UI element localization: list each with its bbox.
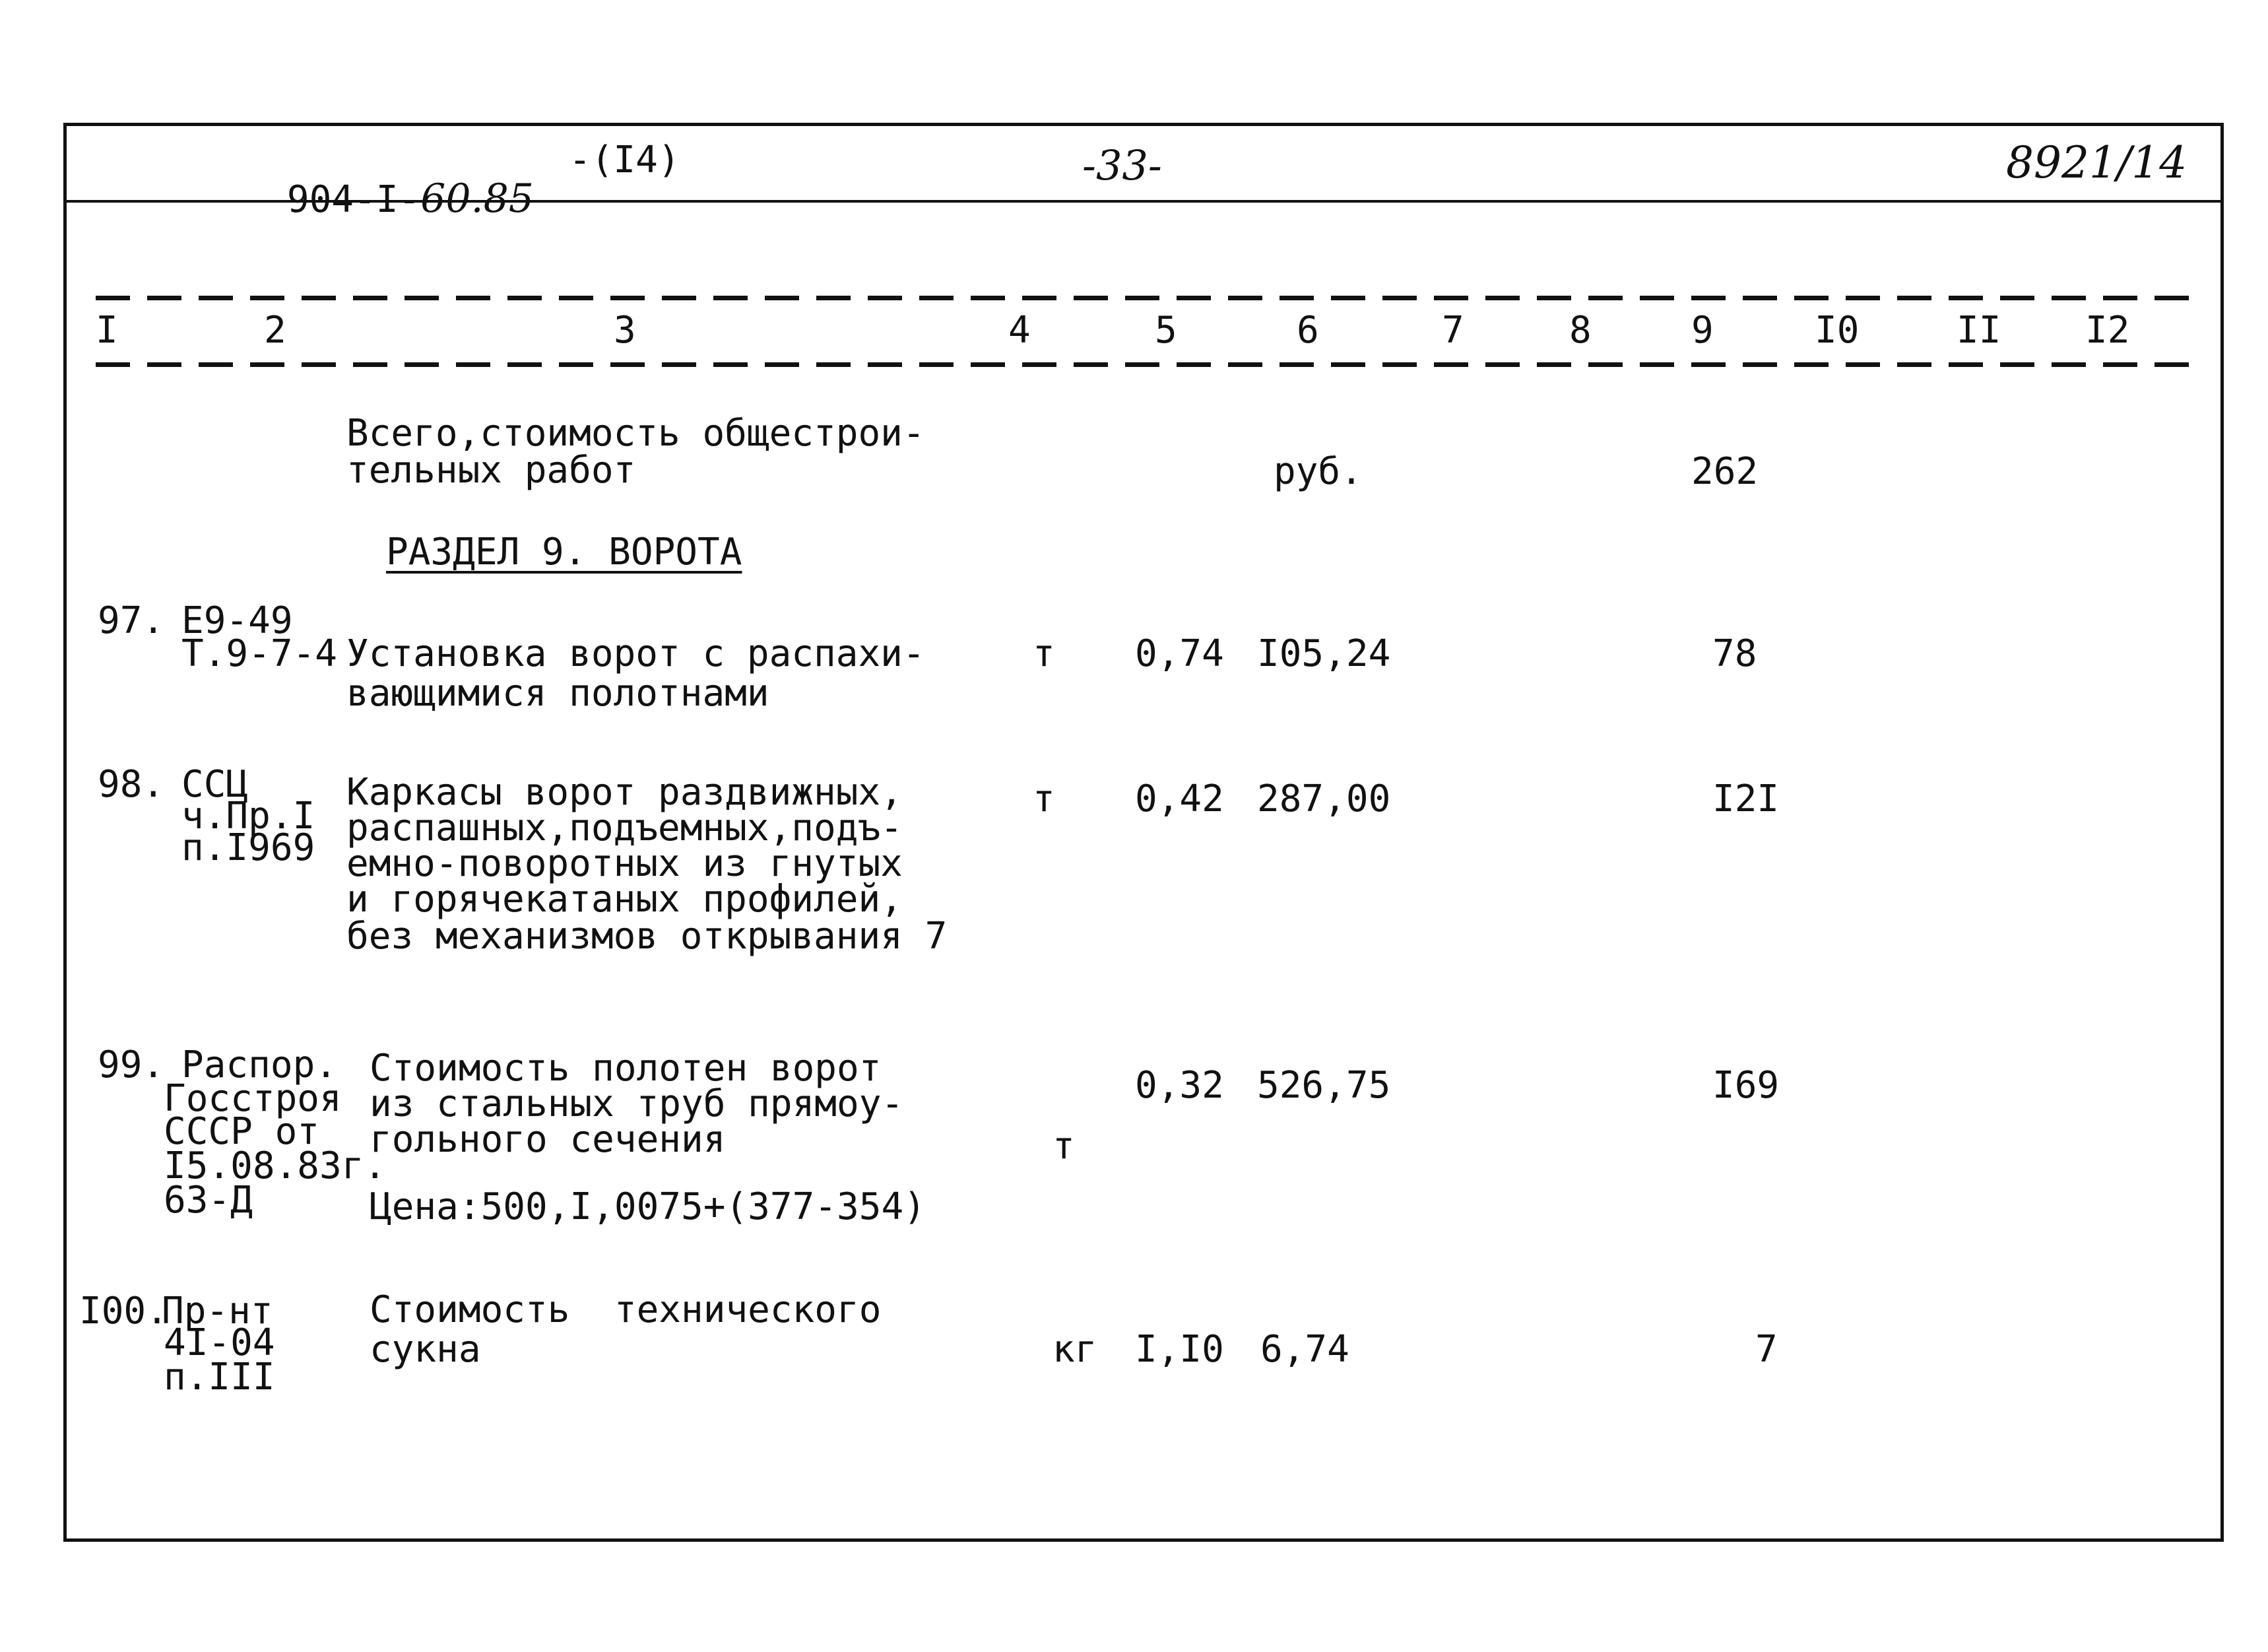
column-header-dash-top [96, 296, 2191, 300]
frame-bottom-line [63, 1538, 2224, 1542]
row-unit: т [1053, 1125, 1075, 1168]
section-title: РАЗДЕЛ 9. ВОРОТА [386, 531, 742, 574]
row-description-line: Установка ворот с распахи- [346, 632, 925, 675]
row-description-line: емно-поворотных из гнутых [346, 842, 903, 885]
column-header-7: 7 [1442, 309, 1464, 352]
frame-left-line [63, 123, 67, 1542]
column-header-11: II [1957, 309, 2001, 352]
row-description-line: Стоимость технического [370, 1288, 882, 1331]
column-header-2: 2 [264, 309, 286, 352]
row-unit: т [1033, 632, 1055, 675]
row-unit: кг [1053, 1328, 1097, 1371]
row-reference-line: п.I969 [181, 826, 315, 869]
row-quantity: 0,32 [1135, 1064, 1224, 1107]
column-header-dash-bottom [96, 362, 2191, 367]
column-header-12: I2 [2085, 309, 2130, 352]
column-header-8: 8 [1569, 309, 1592, 352]
row-reference-line: Е9-49 [181, 599, 293, 642]
row-description-line: из стальных труб прямоу- [370, 1082, 904, 1125]
row-description-line: без механизмов открывания 7 [346, 915, 948, 958]
row-number: 99. [98, 1043, 165, 1086]
row-description-line: Каркасы ворот раздвижных, [346, 771, 903, 814]
row-unit-price: 287,00 [1257, 777, 1391, 820]
row-number: I00. [79, 1290, 168, 1333]
row-reference-line: ССЦ [181, 763, 249, 806]
row-reference-line: Госстроя [164, 1077, 342, 1120]
row-description-line: Стоимость полотен ворот [370, 1047, 882, 1090]
row-price-note: Цена:500,I,0075+(377-354) [370, 1185, 926, 1228]
row-reference-line: СССР от [164, 1110, 320, 1153]
row-quantity: 0,74 [1135, 632, 1224, 675]
column-header-1: I [96, 309, 118, 352]
row-number: 98. [98, 763, 165, 806]
column-header-5: 5 [1155, 309, 1177, 352]
row-unit-price: 6,74 [1260, 1328, 1349, 1371]
page-number: -33- [1082, 141, 1162, 189]
document-code-handwritten: 60.85 [420, 176, 534, 222]
row-total: 7 [1755, 1328, 1778, 1371]
row-reference-line: Распор. [181, 1043, 338, 1086]
column-header-9: 9 [1691, 309, 1714, 352]
total-label-line-1: Всего,стоимость общестрои- [346, 412, 925, 455]
row-number: 97. [98, 599, 165, 642]
column-header-6: 6 [1297, 309, 1319, 352]
total-label-line-2: тельных работ [346, 449, 636, 492]
column-header-3: 3 [614, 309, 636, 352]
row-unit: т [1033, 777, 1055, 820]
row-reference-line: 63-Д [164, 1179, 253, 1222]
row-reference-line: 4I-04 [164, 1321, 275, 1364]
row-quantity: I,I0 [1135, 1328, 1224, 1371]
row-reference-line: ч.Пр.I [181, 795, 315, 838]
total-value: 262 [1691, 450, 1759, 493]
frame-right-line [2220, 123, 2224, 1542]
row-reference-line: I5.08.83г. [164, 1144, 387, 1187]
row-unit-price: I05,24 [1257, 632, 1391, 675]
sheet-number: -(I4) [569, 139, 680, 182]
document-code-prefix: 904-I- [286, 178, 421, 221]
column-header-10: I0 [1815, 309, 1860, 352]
row-unit-price: 526,75 [1257, 1064, 1391, 1107]
row-description-line: гольного сечения [370, 1118, 726, 1161]
row-description-line: и горячекатаных профилей, [346, 878, 903, 921]
inventory-number: 8921/14 [2006, 137, 2187, 188]
row-total: I69 [1712, 1064, 1780, 1107]
row-reference-line: Пр-нт [162, 1290, 273, 1333]
row-quantity: 0,42 [1135, 777, 1224, 820]
row-reference-line: п.III [164, 1356, 275, 1399]
column-header-4: 4 [1008, 309, 1031, 352]
row-reference-line: Т.9-7-4 [181, 632, 338, 675]
frame-top-line [66, 123, 2224, 126]
row-description-line: вающимися полотнами [346, 672, 769, 715]
total-unit: руб. [1274, 450, 1363, 493]
row-description-line: распашных,подъемных,подъ- [346, 807, 903, 849]
row-total: I2I [1712, 777, 1780, 820]
row-total: 78 [1712, 632, 1757, 675]
row-description-line: сукна [370, 1328, 481, 1371]
document-code [198, 141, 534, 257]
